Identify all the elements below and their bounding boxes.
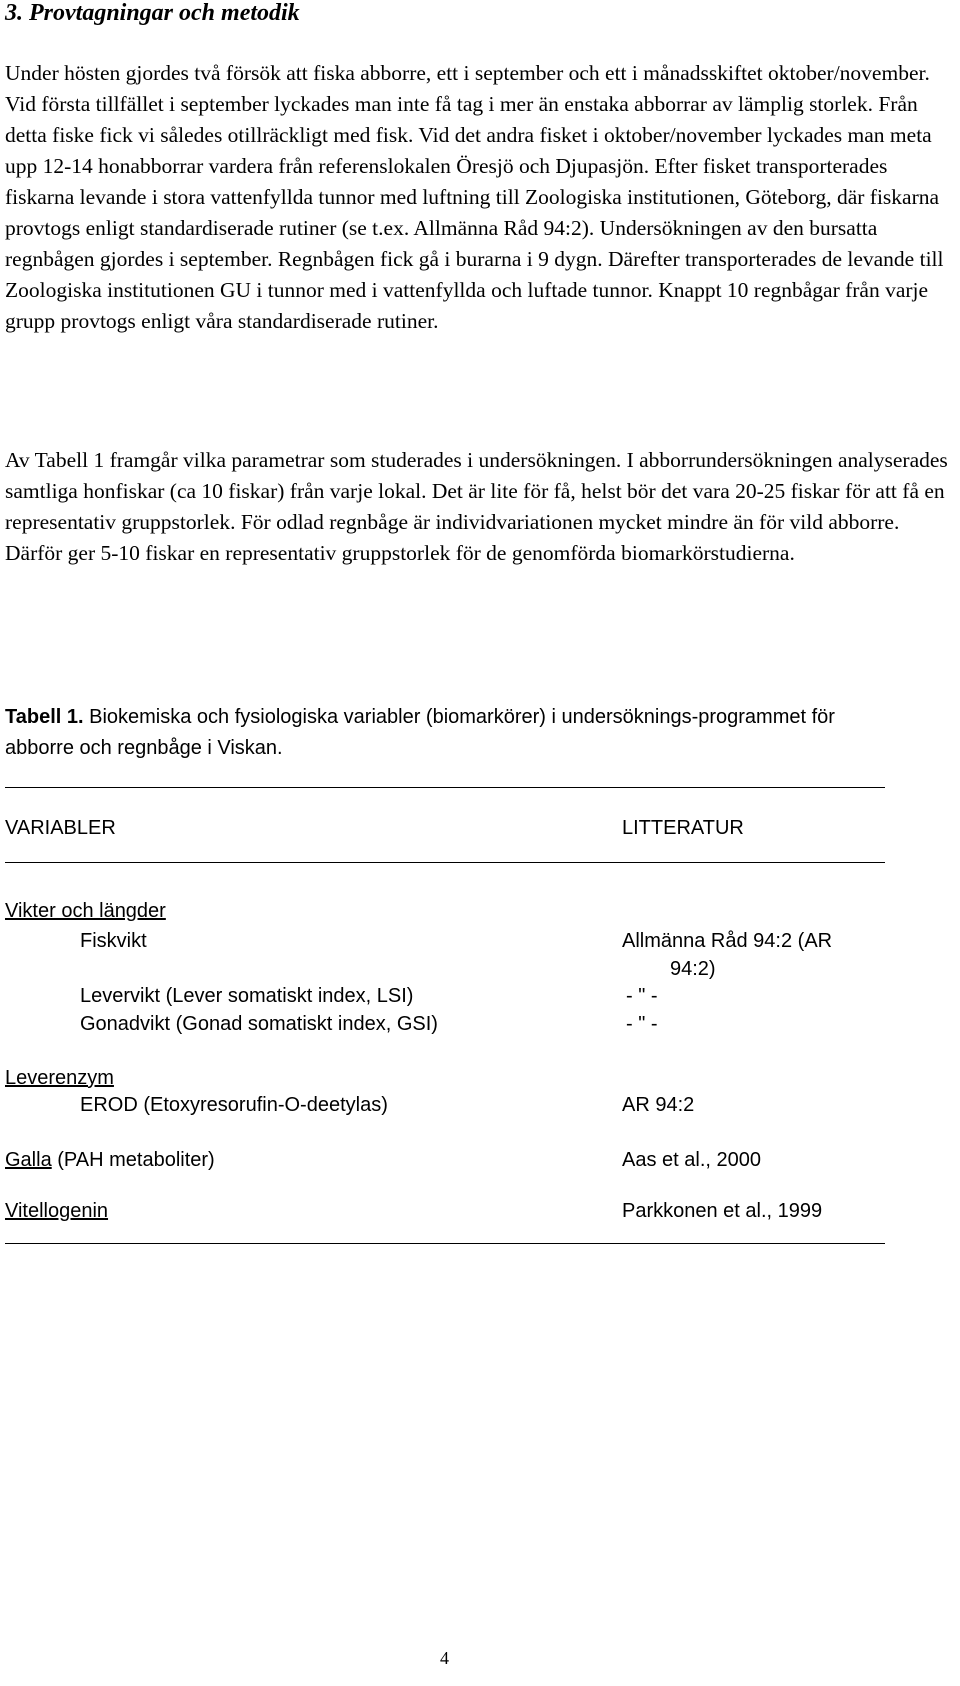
body-paragraph: Under hösten gjordes två försök att fiska abborre, ett i september och ett i månadsskiftet oktober/november. Vid första tillfället i september lyckades man inte få tag i mer än enstaka abborrar av lämplig storlek. Från detta fiske fick vi således otillräckligt med fisk. Vid det andra fisket i oktober/november lyckades man meta upp 12-14 honabborrar vardera från referenslokalen Öresjö och Djupasjön. Efter fisket transporterades fiskarna levande i stora vattenfyllda tunnor med luftning till Zoologiska institutionen, Göteborg, där fiskarna provtogs enligt standardiserade rutiner (se t.ex. Allmänna Råd 94:2). Undersökningen av den bursatta regnbågen gjordes i september. Regnbågen fick gå i burarna i 9 dygn. Därefter transporterades de levande till Zoologiska institutionen GU i tunnor med i vattenfyllda och luftade tunnor. Knappt 10 regnbågar från varje grupp provtogs enligt våra standardiserade rutiner. xyxy=(5,61,944,333)
column-header-variabler: VARIABLER xyxy=(5,817,116,839)
table-top-rule xyxy=(5,787,885,788)
body-paragraph: Av Tabell 1 framgår vilka parametrar som studerades i undersökningen. I abborrundersökningen analyserades samtliga honfiskar (ca 10 fiskar) från varje lokal. Det är lite för få, helst bör det vara 20-25 fiskar för att få en representativ gruppstorlek. För odlad regnbåge är individvariationen mycket mindre än för vild abborre. Därför ger 5-10 fiskar en representativ gruppstorlek för de genomförda biomarkörstudierna. xyxy=(5,448,948,565)
row-gonadvikt: Gonadvikt (Gonad somatiskt index, GSI) xyxy=(80,1013,438,1035)
row-galla xyxy=(5,1145,215,1175)
row-erod: EROD (Etoxyresorufin-O-deetylas) xyxy=(80,1094,388,1116)
table-caption xyxy=(5,702,905,764)
galla-suffix: (PAH metaboliter) xyxy=(51,1149,215,1171)
page-number: 4 xyxy=(440,1648,449,1668)
ref-galla: Aas et al., 2000 xyxy=(622,1149,761,1171)
table-caption-label: Tabell 1. xyxy=(5,706,84,728)
table-caption-text: Biokemiska och fysiologiska variabler (biomarkörer) i undersöknings-programmet för abborre och regnbåge i Viskan. xyxy=(5,706,835,759)
section-heading: 3. Provtagningar och metodik xyxy=(5,0,300,26)
column-header-litteratur: LITTERATUR xyxy=(622,817,744,839)
ref-fiskvikt: Allmänna Råd 94:2 (AR xyxy=(622,930,833,952)
ref-vitellogenin: Parkkonen et al., 1999 xyxy=(622,1200,823,1222)
ref-gonadvikt: - " - xyxy=(626,1013,658,1035)
table-bottom-rule xyxy=(5,1243,885,1244)
group-vikter: Vikter och längder xyxy=(5,900,166,922)
ref-levervikt: - " - xyxy=(626,985,658,1007)
row-fiskvikt: Fiskvikt xyxy=(80,930,147,952)
table-header-rule xyxy=(5,862,885,863)
group-galla: Galla xyxy=(5,1149,52,1171)
row-levervikt: Levervikt (Lever somatiskt index, LSI) xyxy=(80,985,414,1007)
group-vitellogenin: Vitellogenin xyxy=(5,1200,109,1222)
group-leverenzym: Leverenzym xyxy=(5,1067,114,1089)
ref-erod: AR 94:2 xyxy=(622,1094,695,1116)
ref-fiskvikt-cont: 94:2) xyxy=(670,958,716,980)
